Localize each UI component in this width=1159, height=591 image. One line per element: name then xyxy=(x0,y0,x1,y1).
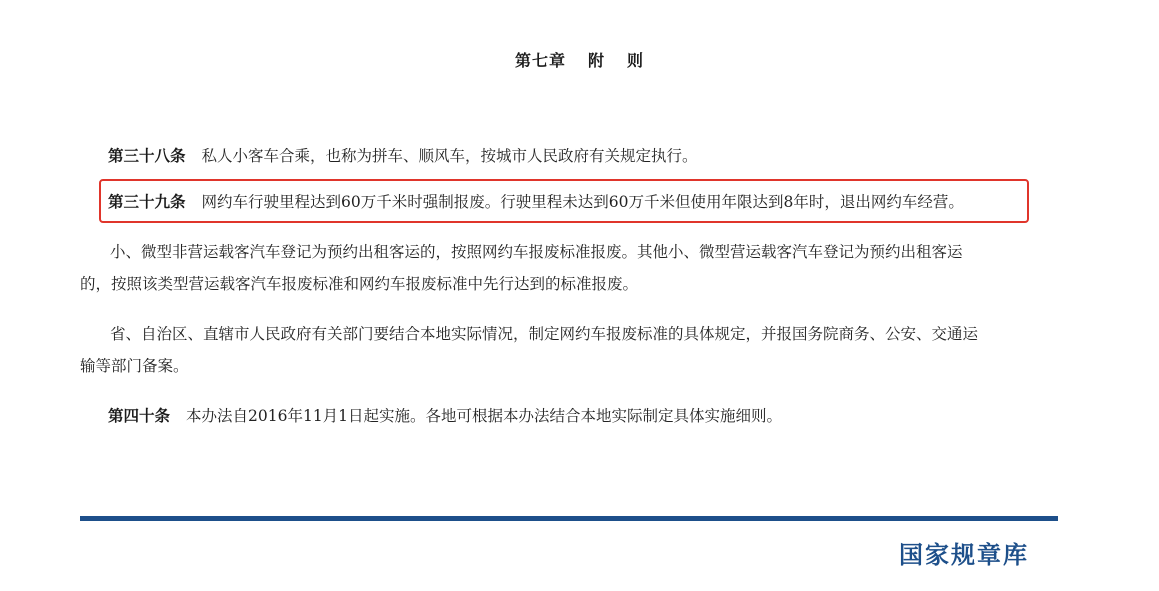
article-40-text: 本办法自2016年11月1日起实施。各地可根据本办法结合本地实际制定具体实施细则。 xyxy=(186,407,783,425)
article-39-label: 第三十九条 xyxy=(108,192,186,211)
article-39 xyxy=(108,186,1088,218)
paragraph-1 xyxy=(80,236,1060,300)
chapter-title xyxy=(0,48,1159,71)
article-40 xyxy=(108,400,1088,432)
chapter-title-word-2: 则 xyxy=(627,51,645,70)
brand-logo: 国家规章库 xyxy=(899,540,1029,569)
paragraph-1-line-1-text: 小、微型非营运载客汽车登记为预约出租客运的，按照网约车报废标准报废。其他小、微型营运载客汽车登记为预约出租客运 xyxy=(110,243,963,261)
paragraph-2-line-1-text: 省、自治区、直辖市人民政府有关部门要结合本地实际情况，制定网约车报废标准的具体规定，并报国务院商务、公安、交通运 xyxy=(110,325,979,343)
chapter-title-word-1: 附 xyxy=(587,51,605,70)
article-38-text: 私人小客车合乘，也称为拼车、顺风车，按城市人民政府有关规定执行。 xyxy=(201,147,698,165)
paragraph-1-line-1 xyxy=(80,236,1060,268)
article-38 xyxy=(108,140,1088,172)
footer-rule xyxy=(80,516,1058,521)
article-38-label: 第三十八条 xyxy=(108,146,186,165)
chapter-title-number: 第七章 xyxy=(514,51,566,70)
article-40-label: 第四十条 xyxy=(108,406,171,425)
paragraph-2-line-1 xyxy=(80,318,1060,350)
paragraph-1-line-2: 的，按照该类型营运载客汽车报废标准和网约车报废标准中先行达到的标准报废。 xyxy=(80,275,639,293)
article-39-text: 网约车行驶里程达到60万千米时强制报废。行驶里程未达到60万千米但使用年限达到8年时，退出网约车经营。 xyxy=(201,193,964,211)
paragraph-2-line-2: 输等部门备案。 xyxy=(80,357,189,375)
paragraph-2 xyxy=(80,318,1060,382)
